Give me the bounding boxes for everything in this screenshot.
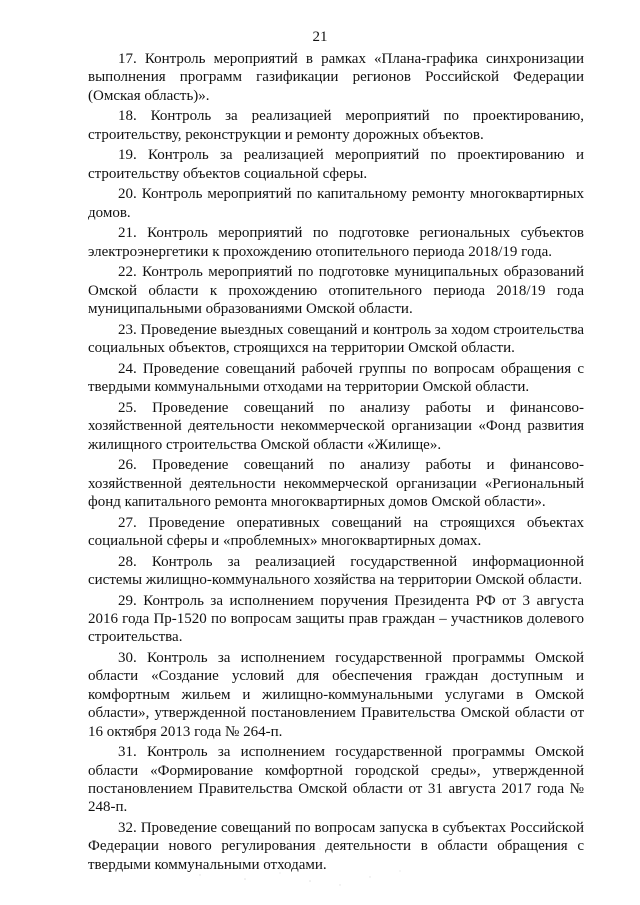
list-item: 32. Проведение совещаний по вопросам запуска в субъектах Российской Федерации нового регулирования деятельности в области обращения с твердыми коммунальными отходами. bbox=[88, 820, 584, 873]
list-item: 26. Проведение совещаний по анализу работы и финансово-хозяйственной деятельности некоммерческой организации «Региональный фонд капитального ремонта многоквартирных домов Омской области». bbox=[88, 457, 584, 511]
list-item: 17. Контроль мероприятий в рамках «Плана-графика синхронизации выполнения программ газификации регионов Российской Федерации (Омская область)». bbox=[88, 51, 584, 104]
list-item: 25. Проведение совещаний по анализу работы и финансово-хозяйственной деятельности некоммерческой организации «Фонд развития жилищного строительства Омской области «Жилище». bbox=[88, 399, 584, 453]
list-item: 19. Контроль за реализацией мероприятий по проектированию и строительству объектов социальной сферы. bbox=[88, 147, 584, 182]
list-item: 23. Проведение выездных совещаний и контроль за ходом строительства социальных объектов, строящихся на территории Омской области. bbox=[88, 321, 584, 357]
list-item: 31. Контроль за исполнением государственной программы Омской области «Формирование комфортной городской среды», утвержденной постановлением Правительства Омской области от 31 августа 2017 года № 248-п. bbox=[88, 744, 584, 816]
document-body bbox=[88, 50, 584, 876]
list-item: 20. Контроль мероприятий по капитальному ремонту многоквартирных домов. bbox=[88, 186, 584, 221]
list-item: 24. Проведение совещаний рабочей группы по вопросам обращения с твердыми коммунальными отходами на территории Омской области. bbox=[88, 360, 584, 396]
page-number: 21 bbox=[312, 29, 328, 45]
list-item: 18. Контроль за реализацией мероприятий по проектированию, строительству, реконструкции и ремонту дорожных объектов. bbox=[88, 108, 584, 143]
list-item: 22. Контроль мероприятий по подготовке муниципальных образований Омской области к прохождению отопительного периода 2018/19 года муниципальными образованиями Омской области. bbox=[88, 264, 584, 318]
list-item: 27. Проведение оперативных совещаний на строящихся объектах социальной сферы и «проблемных» многоквартирных домах. bbox=[88, 514, 584, 550]
list-item: 21. Контроль мероприятий по подготовке региональных субъектов электроэнергетики к прохождению отопительного периода 2018/19 года. bbox=[88, 225, 584, 260]
list-item: 28. Контроль за реализацией государственной информационной системы жилищно-коммунального хозяйства на территории Омской области. bbox=[88, 553, 584, 589]
list-item: 30. Контроль за исполнением государственной программы Омской области «Создание условий для обеспечения граждан доступным и комфортным жильем и жилищно-коммунальными услугами в Омской области», утвержденной постановлением Правительства Омской области от 16 октября 2013 года № 264-п. bbox=[88, 650, 584, 740]
list-item: 29. Контроль за исполнением поручения Президента РФ от 3 августа 2016 года Пр-1520 по вопросам защиты прав граждан – участников долевого строительства. bbox=[88, 592, 584, 646]
scan-noise bbox=[170, 835, 450, 895]
